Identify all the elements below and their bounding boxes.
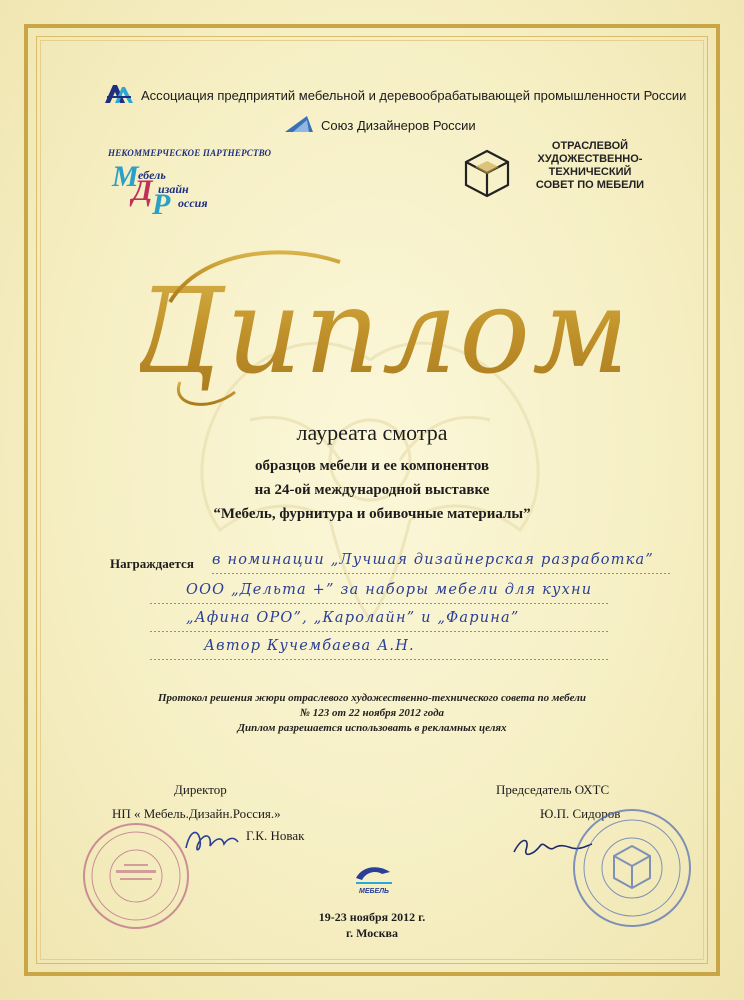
association-logo-icon — [103, 83, 135, 105]
exhibition-logo-icon — [352, 860, 396, 890]
award-label: Награждается — [110, 556, 194, 571]
council-line-4: СОВЕТ ПО МЕБЕЛИ — [535, 179, 645, 191]
award-author: Автор Кучембаева А.Н. — [204, 638, 415, 654]
designers-union-name: Союз Дизайнеров России — [321, 118, 476, 133]
fill-line-1 — [212, 573, 672, 574]
chairman-name: Ю.П. Сидоров — [540, 806, 621, 821]
exhibition-logo-text: МЕБЕЛЬ — [359, 888, 389, 895]
association-header — [103, 83, 703, 107]
award-company: ООО „Дельта +” за наборы мебели для кухни — [186, 582, 593, 598]
cube-logo-icon — [462, 148, 512, 198]
subtitle: лауреата смотра — [296, 420, 448, 445]
director-title: Директор — [174, 782, 227, 797]
logo-word-furniture: ебель — [138, 168, 166, 182]
council-line-3: ТЕХНИЧЕСКИЙ — [548, 166, 632, 178]
partnership-caption: НЕКОММЕРЧЕСКОЕ ПАРТНЕРСТВО — [108, 148, 272, 158]
award-nomination: в номинации „Лучшая дизайнерская разработка” — [212, 552, 654, 568]
description-line-2: на 24-ой международной выставке — [254, 482, 490, 498]
exhibition-dates: 19-23 ноября 2012 г. — [318, 910, 426, 924]
protocol-line-3: Диплом разрешается использовать в рекламных целях — [237, 722, 507, 734]
designers-union-logo-icon — [283, 114, 315, 134]
director-org: НП « Мебель.Дизайн.Россия.» — [112, 806, 281, 821]
exhibition-city: г. Москва — [346, 926, 398, 940]
description-line-3: “Мебель, фурнитура и обивочные материалы” — [213, 506, 531, 522]
council-line-1: ОТРАСЛЕВОЙ — [551, 140, 629, 152]
association-name: Ассоциация предприятий мебельной и деревообрабатывающей промышленности России — [141, 88, 687, 103]
logo-letter-d: Д — [132, 174, 153, 207]
award-products: „Афина ОРО”, „Каролайн” и „Фарина” — [186, 610, 520, 626]
partnership-logo — [108, 148, 298, 221]
protocol-line-2: № 123 от 22 ноября 2012 года — [299, 707, 445, 719]
council-line-2: ХУДОЖЕСТВЕННО- — [537, 153, 643, 165]
fill-line-2 — [150, 603, 610, 604]
designers-union-header — [283, 114, 583, 136]
director-name: Г.К. Новак — [246, 828, 305, 843]
fill-line-3 — [150, 631, 610, 632]
diploma-title-lettering — [140, 232, 620, 422]
protocol-line-1: Протокол решения жюри отраслевого художественно-технического совета по мебели — [158, 692, 586, 704]
logo-word-russia: оссия — [178, 196, 208, 210]
council-logo — [462, 140, 662, 210]
description-line-1: образцов мебели и ее компонентов — [255, 458, 489, 474]
logo-word-design: изайн — [158, 182, 189, 196]
fill-line-4 — [150, 659, 610, 660]
svg-text:Диплом: Диплом — [140, 262, 620, 400]
council-name — [520, 140, 660, 192]
logo-letter-m: М — [112, 160, 139, 193]
chairman-title: Председатель ОХТС — [496, 782, 610, 797]
diploma-title — [140, 232, 620, 422]
logo-letter-r: Р — [152, 188, 171, 221]
